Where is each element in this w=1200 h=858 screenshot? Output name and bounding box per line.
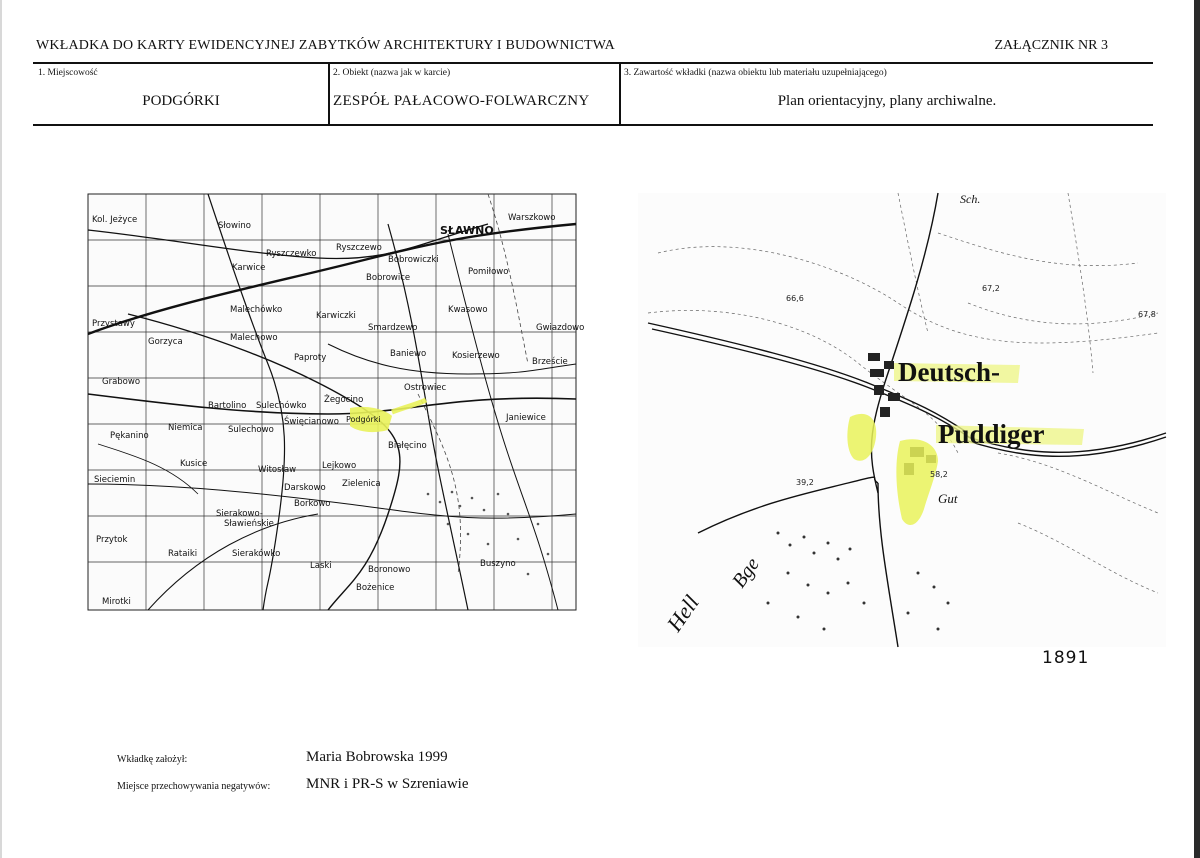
historic-label-hell: Hell (661, 590, 704, 636)
svg-text:Grabowo: Grabowo (102, 377, 141, 387)
svg-text:Przytok: Przytok (96, 535, 128, 545)
document-title: WKŁADKA DO KARTY EWIDENCYJNEJ ZABYTKÓW ARCHITEKTURY I BUDOWNICTWA (36, 38, 615, 53)
svg-text:Karwiczki: Karwiczki (316, 311, 356, 321)
map-year: 1891 (1042, 648, 1090, 668)
svg-text:Karwice: Karwice (232, 263, 266, 273)
svg-text:Mirotki: Mirotki (102, 597, 131, 607)
svg-text:Żegocino: Żegocino (324, 395, 364, 405)
field-label-locality: 1. Miejscowość (38, 68, 98, 78)
svg-text:Ryszczewko: Ryszczewko (266, 249, 317, 259)
historic-label-sch: Sch. (960, 192, 981, 206)
svg-text:Przystawy: Przystawy (92, 319, 135, 329)
svg-text:Baniewo: Baniewo (390, 349, 427, 359)
svg-text:Zielenica: Zielenica (342, 479, 381, 489)
svg-text:Smardzewo: Smardzewo (368, 323, 418, 333)
svg-text:Kusice: Kusice (180, 459, 208, 469)
svg-text:Bartolino: Bartolino (208, 401, 247, 411)
orientation-map (88, 194, 585, 610)
svg-text:Bobrowiczki: Bobrowiczki (388, 255, 439, 265)
svg-text:Sierakowo-: Sierakowo- (216, 509, 263, 519)
header-rule-bottom (33, 124, 1153, 126)
svg-text:Gwiazdowo: Gwiazdowo (536, 323, 585, 333)
svg-text:Malechówko: Malechówko (230, 305, 283, 315)
scan-edge-right (1194, 0, 1200, 858)
historic-map-1891 (638, 193, 1166, 647)
svg-text:Ostrowiec: Ostrowiec (404, 383, 447, 393)
svg-text:SŁAWNO: SŁAWNO (440, 224, 494, 237)
svg-text:Brzeście: Brzeście (532, 357, 568, 367)
spot-height-2: 67,2 (982, 284, 1000, 293)
svg-text:Podgórki: Podgórki (346, 415, 381, 424)
scan-edge-left (0, 0, 2, 858)
svg-text:Sławieńskie: Sławieńskie (224, 519, 274, 529)
founder-value: Maria Bobrowska 1999 (306, 749, 448, 765)
svg-text:Witosław: Witosław (258, 465, 297, 475)
negatives-label: Miejsce przechowywania negatywów: (117, 781, 271, 792)
svg-text:Darskowo: Darskowo (284, 483, 326, 493)
svg-text:Kosierzewo: Kosierzewo (452, 351, 500, 361)
svg-text:Słowino: Słowino (218, 221, 251, 231)
svg-text:Warszkowo: Warszkowo (508, 213, 556, 223)
spot-height-1: 66,6 (786, 294, 804, 303)
historic-title-line2: Puddiger (938, 419, 1045, 449)
svg-text:Sierakówko: Sierakówko (232, 549, 281, 559)
negatives-value: MNR i PR-S w Szreniawie (306, 776, 469, 792)
founder-label: Wkładkę założył: (117, 754, 188, 765)
field-value-object: ZESPÓŁ PAŁACOWO-FOLWARCZNY (333, 93, 590, 109)
spot-height-5: 39,2 (796, 478, 814, 487)
annex-number: ZAŁĄCZNIK NR 3 (994, 38, 1108, 53)
svg-text:Niemica: Niemica (168, 423, 203, 433)
svg-text:Kol. Jeżyce: Kol. Jeżyce (92, 215, 138, 225)
svg-text:Buszyno: Buszyno (480, 559, 516, 569)
field-value-locality: PODGÓRKI (142, 93, 220, 109)
historic-label-gut: Gut (938, 491, 958, 506)
svg-text:Lejkowo: Lejkowo (322, 461, 357, 471)
svg-text:Malechowo: Malechowo (230, 333, 278, 343)
svg-text:Borkowo: Borkowo (294, 499, 331, 509)
field-label-object: 2. Obiekt (nazwa jak w karcie) (333, 68, 451, 78)
svg-text:Pękanino: Pękanino (110, 431, 149, 441)
field-value-contents: Plan orientacyjny, plany archiwalne. (777, 93, 997, 109)
historic-title-line1: Deutsch- (898, 357, 1000, 387)
svg-text:Pomiłowo: Pomiłowo (468, 267, 509, 277)
svg-text:Sieciemin: Sieciemin (94, 475, 136, 485)
svg-text:Gorzyca: Gorzyca (148, 337, 183, 347)
svg-text:Sulechówko: Sulechówko (256, 401, 307, 411)
spot-height-3: 67,8 (1138, 310, 1156, 319)
spot-height-4: 58,2 (930, 470, 948, 479)
svg-text:Paproty: Paproty (294, 353, 327, 363)
svg-text:Rataiki: Rataiki (168, 549, 198, 559)
header-rule-top (33, 62, 1153, 64)
svg-text:Białęcino: Białęcino (388, 441, 427, 451)
historic-label-bge: Bge (728, 553, 764, 592)
svg-text:Bobrowice: Bobrowice (366, 273, 411, 283)
svg-text:Kwasowo: Kwasowo (448, 305, 488, 315)
svg-text:Święcianowo: Święcianowo (284, 417, 339, 427)
svg-text:Janiewice: Janiewice (506, 413, 546, 423)
svg-text:Laski: Laski (310, 561, 332, 571)
svg-text:Boronowo: Boronowo (368, 565, 411, 575)
field-divider-1 (328, 64, 330, 124)
svg-text:Ryszczewo: Ryszczewo (336, 243, 382, 253)
field-divider-2 (619, 64, 621, 124)
svg-text:Sulechowo: Sulechowo (228, 425, 274, 435)
svg-text:Bożenice: Bożenice (356, 583, 395, 593)
field-label-contents: 3. Zawartość wkładki (nazwa obiektu lub materiału uzupełniającego) (624, 68, 887, 78)
